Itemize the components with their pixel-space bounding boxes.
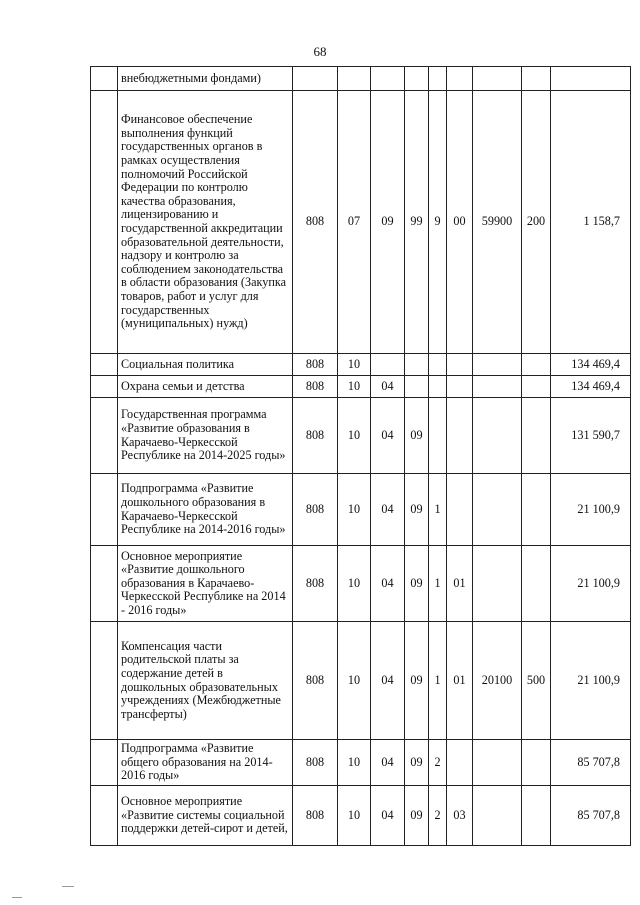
subprogram-code-cell: [429, 354, 447, 376]
section-code-cell: 10: [338, 376, 371, 398]
expense-type-cell: 200: [522, 91, 551, 354]
ved-code-cell: 808: [293, 398, 338, 474]
table-row: [91, 354, 631, 376]
program-code-cell: 09: [405, 474, 429, 546]
activity-code-cell: 01: [447, 546, 473, 622]
program-code-cell: 09: [405, 546, 429, 622]
row-marker-cell: [91, 474, 118, 546]
direction-code-cell: [473, 67, 522, 91]
section-code-cell: 10: [338, 786, 371, 846]
expense-type-cell: [522, 354, 551, 376]
section-code-cell: 10: [338, 474, 371, 546]
direction-code-cell: [473, 376, 522, 398]
subsection-code-cell: 04: [371, 474, 405, 546]
program-code-cell: 09: [405, 786, 429, 846]
row-marker-cell: [91, 622, 118, 740]
table-row: [91, 67, 631, 91]
ved-code-cell: [293, 67, 338, 91]
program-code-cell: 99: [405, 91, 429, 354]
subsection-code-cell: 04: [371, 622, 405, 740]
program-code-cell: 09: [405, 398, 429, 474]
subsection-code-cell: [371, 354, 405, 376]
subprogram-code-cell: 1: [429, 474, 447, 546]
table-row: [91, 91, 631, 354]
table-row: [91, 740, 631, 786]
subprogram-code-cell: 1: [429, 622, 447, 740]
activity-code-cell: [447, 354, 473, 376]
program-code-cell: 09: [405, 740, 429, 786]
direction-code-cell: [473, 546, 522, 622]
direction-code-cell: 20100: [473, 622, 522, 740]
amount-cell: 85 707,8: [551, 786, 631, 846]
subsection-code-cell: 04: [371, 376, 405, 398]
amount-cell: 21 100,9: [551, 622, 631, 740]
ved-code-cell: 808: [293, 474, 338, 546]
activity-code-cell: [447, 376, 473, 398]
program-code-cell: [405, 67, 429, 91]
amount-cell: 21 100,9: [551, 474, 631, 546]
budget-table: [90, 66, 631, 846]
table-row: [91, 546, 631, 622]
item-name-cell: Основное мероприятие «Развитие дошкольного образования в Карачаево-Черкесской Республике на 2014 - 2016 годы»: [118, 546, 293, 622]
subsection-code-cell: 04: [371, 398, 405, 474]
expense-type-cell: [522, 786, 551, 846]
amount-cell: 131 590,7: [551, 398, 631, 474]
section-code-cell: 07: [338, 91, 371, 354]
item-name-cell: внебюджетными фондами): [118, 67, 293, 91]
activity-code-cell: [447, 474, 473, 546]
item-name-cell: Подпрограмма «Развитие дошкольного образования в Карачаево-Черкесской Республике на 2014-2016 годы»: [118, 474, 293, 546]
activity-code-cell: [447, 740, 473, 786]
subprogram-code-cell: 2: [429, 740, 447, 786]
subsection-code-cell: 04: [371, 546, 405, 622]
ved-code-cell: 808: [293, 546, 338, 622]
ved-code-cell: 808: [293, 376, 338, 398]
item-name-cell: Охрана семьи и детства: [118, 376, 293, 398]
section-code-cell: 10: [338, 546, 371, 622]
expense-type-cell: [522, 546, 551, 622]
amount-cell: 85 707,8: [551, 740, 631, 786]
activity-code-cell: 00: [447, 91, 473, 354]
section-code-cell: [338, 67, 371, 91]
direction-code-cell: 59900: [473, 91, 522, 354]
direction-code-cell: [473, 398, 522, 474]
ved-code-cell: 808: [293, 786, 338, 846]
scan-speck: [12, 897, 22, 898]
amount-cell: 21 100,9: [551, 546, 631, 622]
page-number: 68: [313, 44, 327, 59]
section-code-cell: 10: [338, 398, 371, 474]
direction-code-cell: [473, 354, 522, 376]
row-marker-cell: [91, 546, 118, 622]
ved-code-cell: 808: [293, 91, 338, 354]
activity-code-cell: [447, 67, 473, 91]
subprogram-code-cell: [429, 376, 447, 398]
activity-code-cell: [447, 398, 473, 474]
row-marker-cell: [91, 376, 118, 398]
item-name-cell: Социальная политика: [118, 354, 293, 376]
subsection-code-cell: 04: [371, 786, 405, 846]
program-code-cell: 09: [405, 622, 429, 740]
expense-type-cell: [522, 376, 551, 398]
amount-cell: 1 158,7: [551, 91, 631, 354]
activity-code-cell: 01: [447, 622, 473, 740]
table-row: [91, 622, 631, 740]
row-marker-cell: [91, 786, 118, 846]
table-row: [91, 398, 631, 474]
subsection-code-cell: 09: [371, 91, 405, 354]
direction-code-cell: [473, 740, 522, 786]
section-code-cell: 10: [338, 622, 371, 740]
section-code-cell: 10: [338, 740, 371, 786]
subprogram-code-cell: [429, 67, 447, 91]
program-code-cell: [405, 376, 429, 398]
row-marker-cell: [91, 740, 118, 786]
item-name-cell: Подпрограмма «Развитие общего образования на 2014-2016 годы»: [118, 740, 293, 786]
scan-speck: [62, 886, 74, 887]
row-marker-cell: [91, 354, 118, 376]
expense-type-cell: 500: [522, 622, 551, 740]
item-name-cell: Компенсация части родительской платы за содержание детей в дошкольных образовательных учреждениях (Межбюджетные трансферты): [118, 622, 293, 740]
expense-type-cell: [522, 67, 551, 91]
ved-code-cell: 808: [293, 354, 338, 376]
table-row: [91, 786, 631, 846]
item-name-cell: Государственная программа «Развитие образования в Карачаево-Черкесской Республике на 2014-2025 годы»: [118, 398, 293, 474]
item-name-cell: Финансовое обеспечение выполнения функций государственных органов в рамках осуществления полномочий Российской Федерации по контролю качества образования, лицензированию и государственной аккредитации образовательной деятельности, надзору и контролю за соблюдением законодательства в области образования (Закупка товаров, работ и услуг для государственных (муниципальных) нужд): [118, 91, 293, 354]
subprogram-code-cell: 1: [429, 546, 447, 622]
amount-cell: 134 469,4: [551, 354, 631, 376]
table-row: [91, 474, 631, 546]
expense-type-cell: [522, 740, 551, 786]
amount-cell: 134 469,4: [551, 376, 631, 398]
row-marker-cell: [91, 91, 118, 354]
subsection-code-cell: 04: [371, 740, 405, 786]
ved-code-cell: 808: [293, 622, 338, 740]
program-code-cell: [405, 354, 429, 376]
item-name-cell: Основное мероприятие «Развитие системы социальной поддержки детей-сирот и детей,: [118, 786, 293, 846]
amount-cell: [551, 67, 631, 91]
subsection-code-cell: [371, 67, 405, 91]
expense-type-cell: [522, 398, 551, 474]
row-marker-cell: [91, 67, 118, 91]
subprogram-code-cell: [429, 398, 447, 474]
activity-code-cell: 03: [447, 786, 473, 846]
ved-code-cell: 808: [293, 740, 338, 786]
section-code-cell: 10: [338, 354, 371, 376]
expense-type-cell: [522, 474, 551, 546]
direction-code-cell: [473, 474, 522, 546]
direction-code-cell: [473, 786, 522, 846]
table-row: [91, 376, 631, 398]
subprogram-code-cell: 2: [429, 786, 447, 846]
subprogram-code-cell: 9: [429, 91, 447, 354]
row-marker-cell: [91, 398, 118, 474]
